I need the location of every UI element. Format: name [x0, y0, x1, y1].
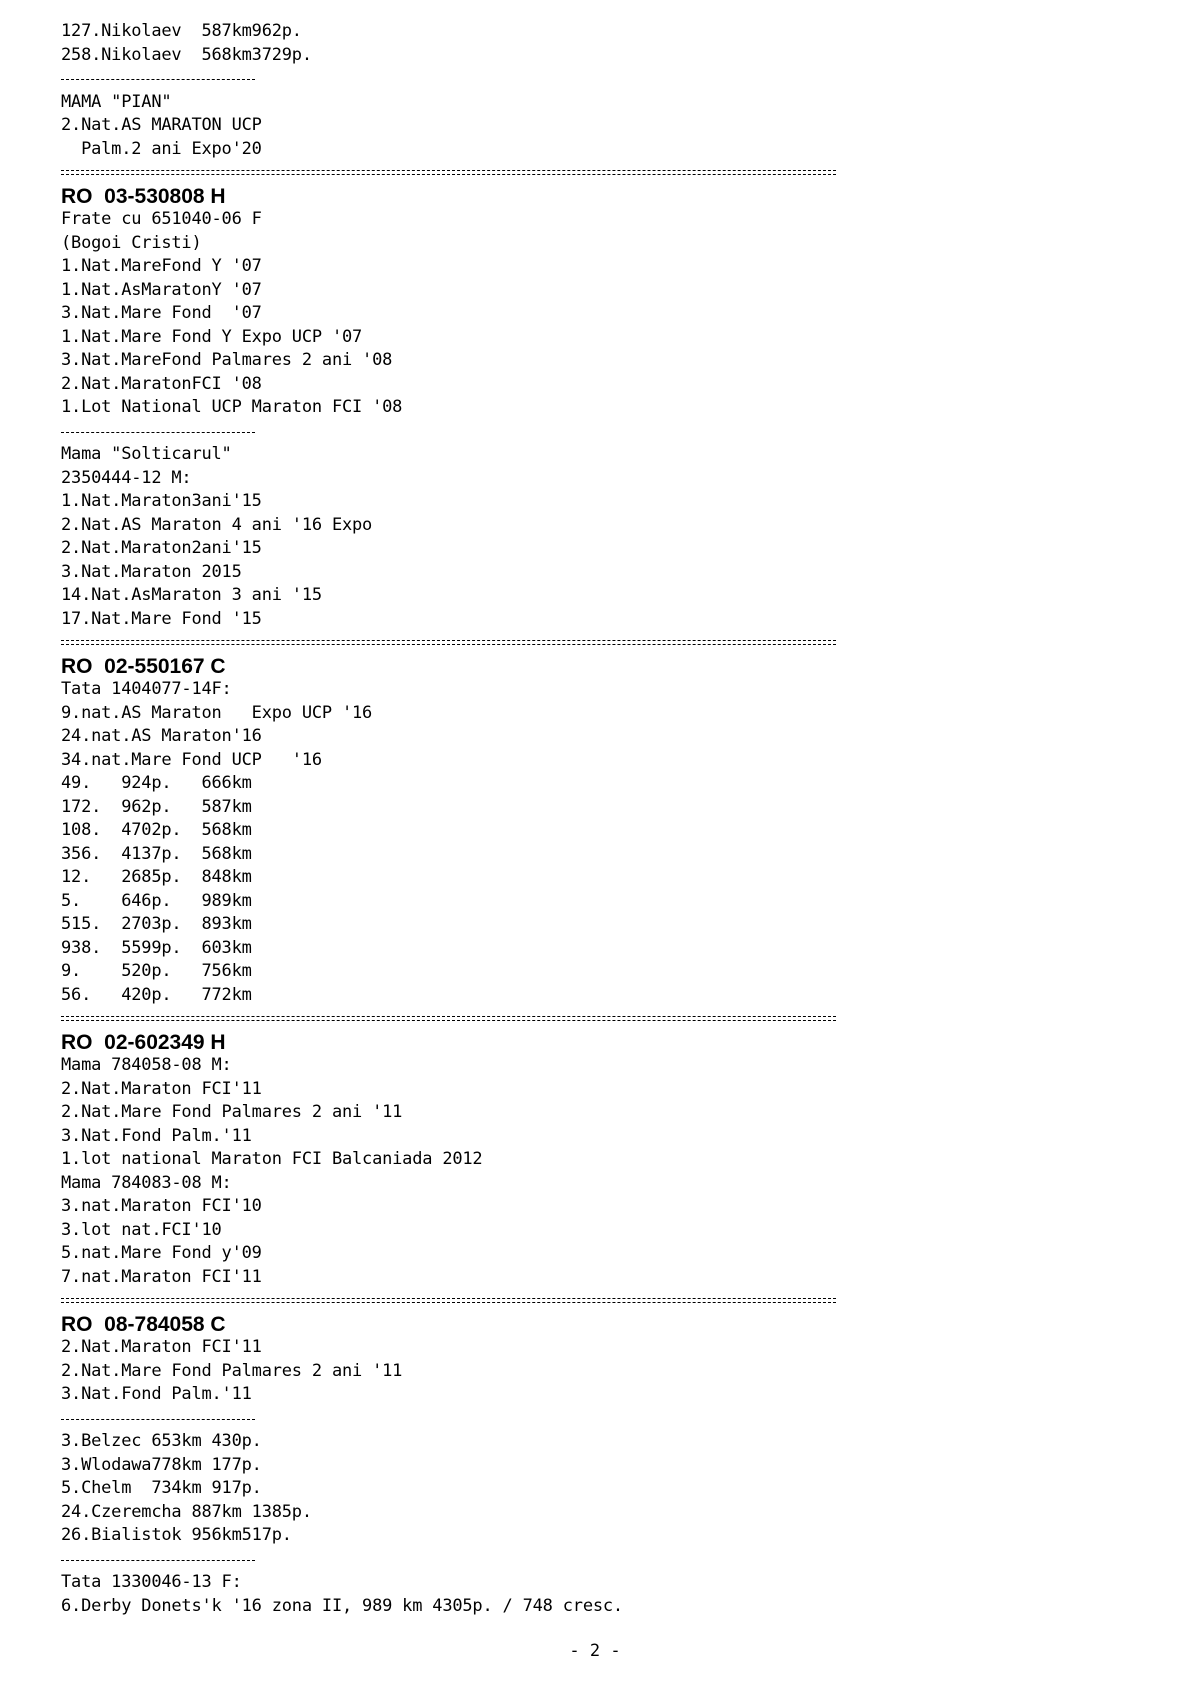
ring-number-heading: RO 02-602349 H [61, 1030, 226, 1054]
dashed-separator [61, 1548, 1141, 1572]
separator-rule [61, 1016, 836, 1021]
section-separator [61, 1289, 1141, 1313]
text-line: 108. 4702p. 568km [61, 820, 252, 840]
separator-rule [61, 640, 836, 645]
text-line: 172. 962p. 587km [61, 796, 252, 817]
text-line: (Bogoi Cristi) [61, 232, 202, 253]
text-line: 2.Nat.AS MARATON UCP [61, 115, 262, 135]
text-line: 127.Nikolaev 587km962p. [61, 21, 302, 41]
text-line: 1.Nat.Mare Fond Y Expo UCP '07 [61, 326, 363, 347]
separator-rule [61, 1560, 255, 1561]
page-number: - 2 - [569, 1641, 621, 1661]
separator-rule [61, 79, 255, 80]
text-line: 34.nat.Mare Fond UCP '16 [61, 749, 322, 770]
text-line: 26.Bialistok 956km517p. [61, 1525, 292, 1545]
text-line: Tata 1330046-13 F: [61, 1572, 242, 1592]
ring-number-heading: RO 02-550167 C [61, 654, 226, 678]
text-line: Palm.2 ani Expo'20 [61, 138, 262, 159]
text-line: 2.Nat.MaratonFCI '08 [61, 373, 262, 394]
text-line: 9.nat.AS Maraton Expo UCP '16 [61, 702, 373, 723]
text-line: 3.Nat.Mare Fond '07 [61, 303, 262, 323]
text-line: Tata 1404077-14F: [61, 679, 232, 699]
text-line: 3.Nat.Fond Palm.'11 [61, 1384, 252, 1404]
dashed-separator [61, 1407, 1141, 1431]
text-line: 1.Lot National UCP Maraton FCI '08 [61, 397, 403, 417]
text-line: 24.nat.AS Maraton'16 [61, 726, 262, 746]
text-line: 515. 2703p. 893km [61, 914, 252, 934]
text-line: 1.Nat.MareFond Y '07 [61, 256, 262, 276]
text-line: 3.Belzec 653km 430p. [61, 1431, 262, 1451]
text-line: 258.Nikolaev 568km3729p. [61, 44, 312, 65]
text-line: 2.Nat.Mare Fond Palmares 2 ani '11 [61, 1360, 403, 1381]
text-line: 3.Wlodawa778km 177p. [61, 1454, 262, 1475]
text-line: 3.lot nat.FCI'10 [61, 1219, 222, 1240]
text-line: 2.Nat.AS Maraton 4 ani '16 Expo [61, 514, 373, 535]
text-line: 24.Czeremcha 887km 1385p. [61, 1501, 312, 1522]
text-line: 56. 420p. 772km [61, 984, 252, 1005]
separator-rule [61, 1419, 255, 1420]
dashed-separator [61, 420, 1141, 444]
text-line: Mama "Solticarul" [61, 444, 232, 464]
text-line: 6.Derby Donets'k '16 zona II, 989 km 4305p. / 748 cresc. [61, 1595, 623, 1616]
text-line: 5.Chelm 734km 917p. [61, 1478, 262, 1498]
text-line: 12. 2685p. 848km [61, 867, 252, 887]
text-line: Frate cu 651040-06 F [61, 209, 262, 229]
section-separator [61, 631, 1141, 655]
separator-rule [61, 432, 255, 433]
text-line: 17.Nat.Mare Fond '15 [61, 608, 262, 629]
text-line: 1.Nat.AsMaratonY '07 [61, 279, 262, 300]
text-line: 1.Nat.Maraton3ani'15 [61, 491, 262, 511]
separator-rule [61, 1298, 836, 1303]
text-line: 14.Nat.AsMaraton 3 ani '15 [61, 585, 322, 605]
text-line: 3.nat.Maraton FCI'10 [61, 1196, 262, 1216]
ring-number-heading: RO 08-784058 C [61, 1312, 226, 1336]
text-line: 3.Nat.Maraton 2015 [61, 561, 242, 582]
text-line: Mama 784058-08 M: [61, 1055, 232, 1075]
text-line: 9. 520p. 756km [61, 961, 252, 981]
text-line: 2.Nat.Maraton2ani'15 [61, 538, 262, 558]
text-line: 5.nat.Mare Fond y'09 [61, 1243, 262, 1263]
text-line: 3.Nat.Fond Palm.'11 [61, 1125, 252, 1146]
text-line: 2.Nat.Mare Fond Palmares 2 ani '11 [61, 1102, 403, 1122]
text-line: 356. 4137p. 568km [61, 843, 252, 864]
text-line: 2350444-12 M: [61, 467, 192, 488]
separator-rule [61, 170, 836, 175]
ring-number-heading: RO 03-530808 H [61, 184, 226, 208]
section-separator [61, 161, 1141, 185]
text-line: 5. 646p. 989km [61, 890, 252, 911]
dashed-separator [61, 67, 1141, 91]
text-line: 3.Nat.MareFond Palmares 2 ani '08 [61, 350, 393, 370]
text-line: 2.Nat.Maraton FCI'11 [61, 1078, 262, 1099]
document-body [61, 20, 1141, 1618]
text-line: MAMA "PIAN" [61, 91, 172, 112]
section-separator [61, 1007, 1141, 1031]
text-line: 938. 5599p. 603km [61, 937, 252, 958]
text-line: 2.Nat.Maraton FCI'11 [61, 1337, 262, 1357]
text-line: 1.lot national Maraton FCI Balcaniada 2012 [61, 1149, 483, 1169]
text-line: 49. 924p. 666km [61, 773, 252, 793]
text-line: Mama 784083-08 M: [61, 1172, 232, 1193]
text-line: 7.nat.Maraton FCI'11 [61, 1266, 262, 1287]
